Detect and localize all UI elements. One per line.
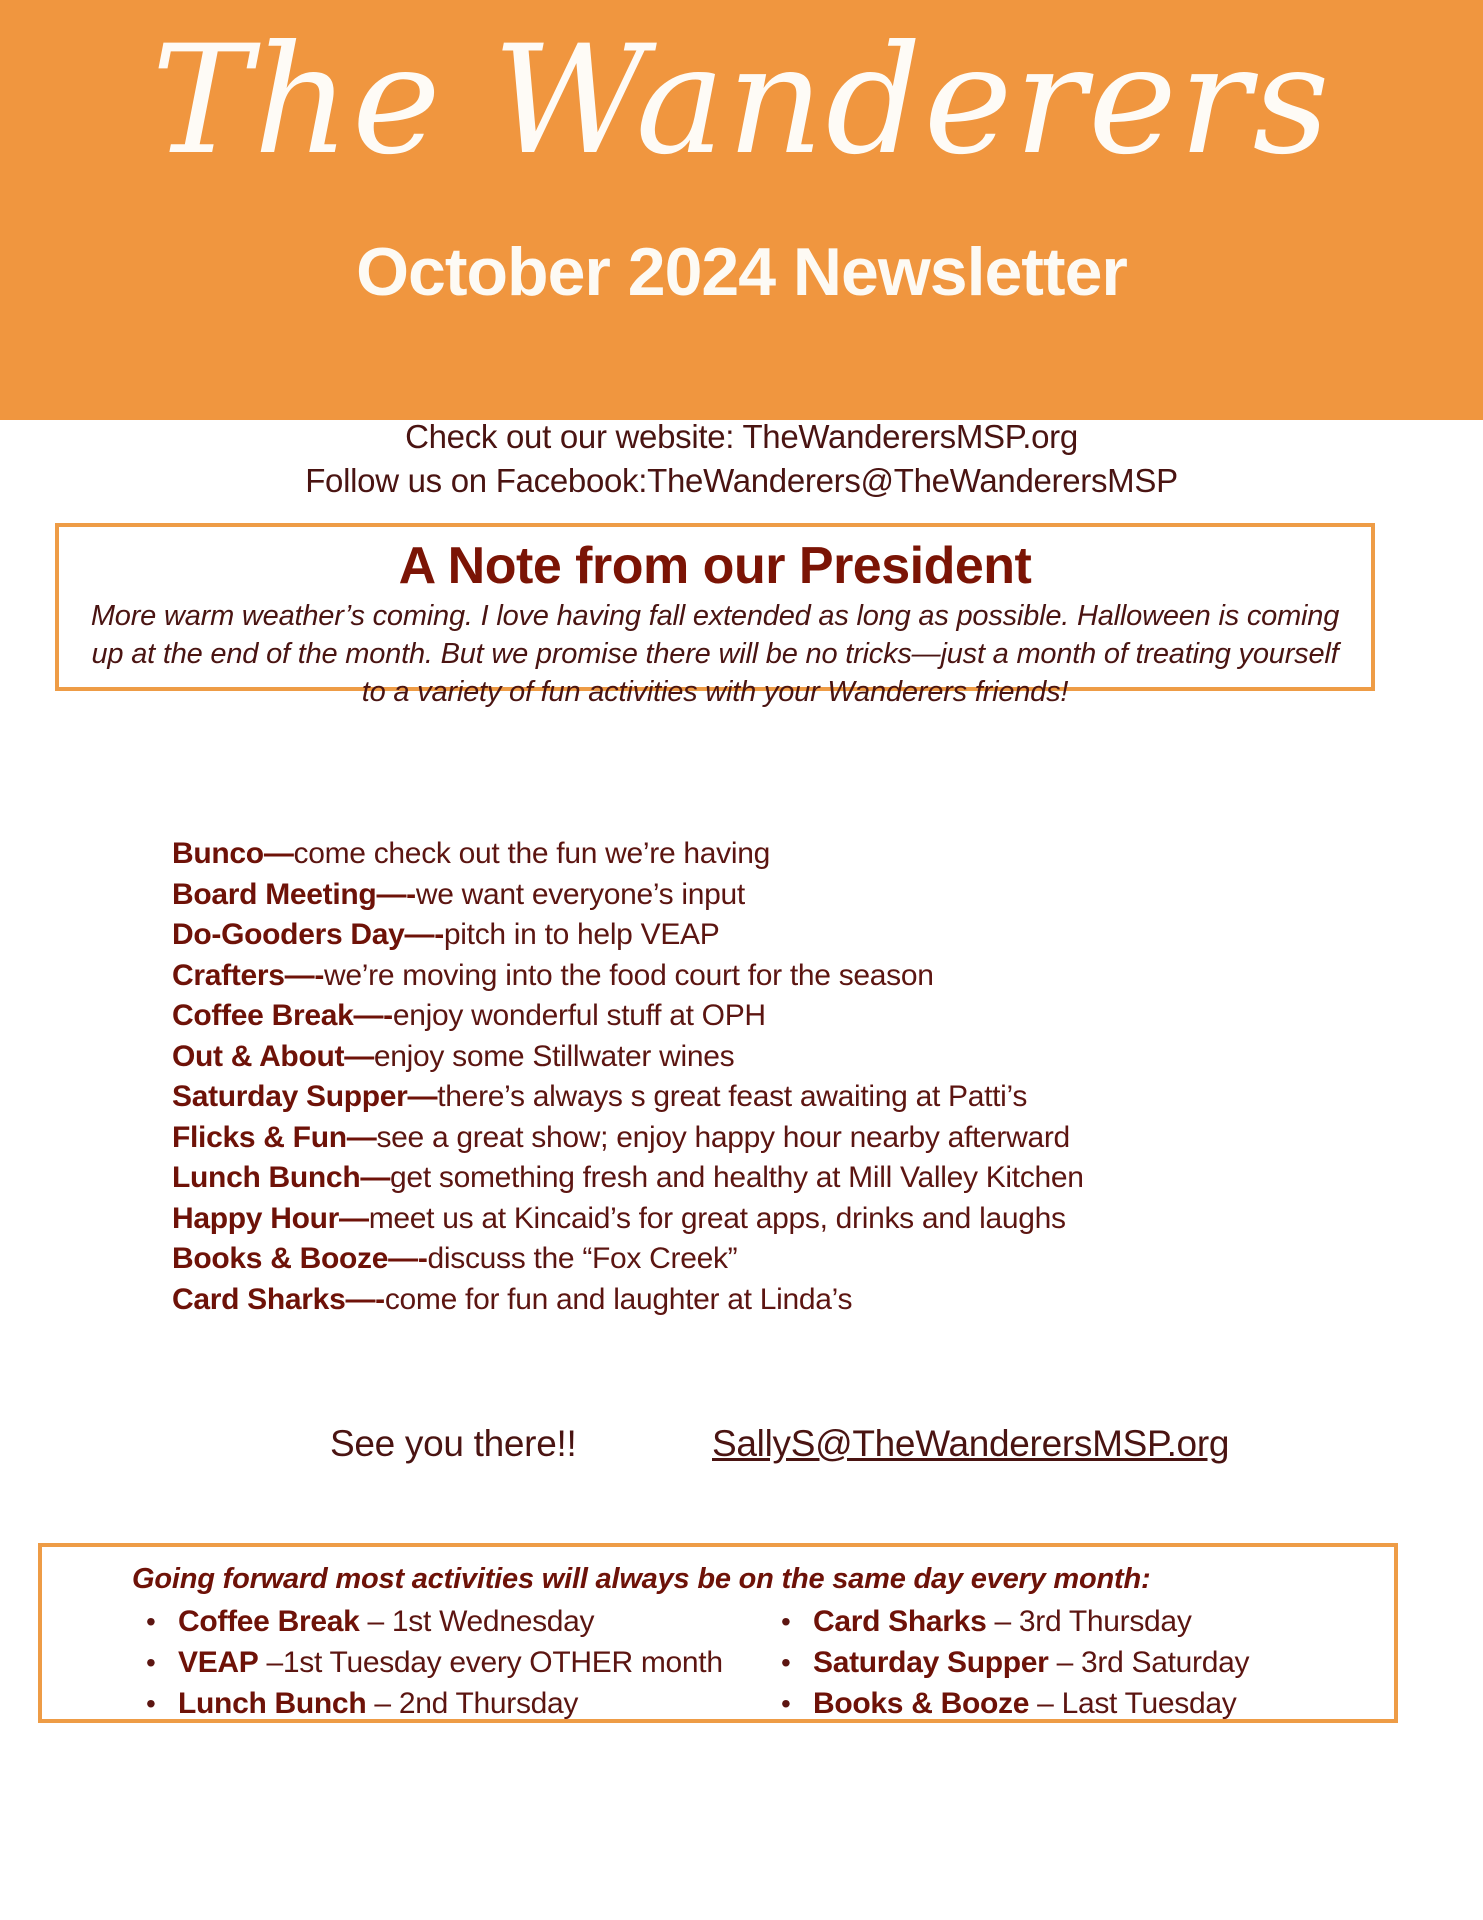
schedule-item-name: Books & Booze xyxy=(813,1687,1030,1720)
schedule-item-when: – Last Tuesday xyxy=(1029,1687,1237,1720)
issue-title: October 2024 Newsletter xyxy=(356,234,1127,310)
activity-name: Saturday Supper— xyxy=(172,1080,438,1113)
schedule-item-when: – 3rd Saturday xyxy=(1048,1646,1250,1679)
activity-description: discuss the “Fox Creek” xyxy=(427,1242,738,1275)
activity-name: Out & About— xyxy=(172,1039,374,1073)
schedule-item xyxy=(132,1601,742,1642)
activity-name: Board Meeting—- xyxy=(172,877,416,911)
activity-row xyxy=(172,915,1322,956)
president-note-box xyxy=(55,523,1375,708)
activity-row xyxy=(172,1199,1322,1240)
schedule-column-left xyxy=(132,1601,742,1724)
schedule-item xyxy=(132,1642,742,1683)
schedule-intro-text: Going forward most activities will always be on the same day every month: xyxy=(132,1563,1151,1595)
activity-description: we want everyone’s input xyxy=(415,877,745,911)
activity-row xyxy=(172,834,1322,875)
activity-description: see a great show; enjoy happy hour nearby afterward xyxy=(376,1120,1070,1154)
activity-description: get something fresh and healthy at Mill Valley Kitchen xyxy=(390,1161,1084,1194)
activity-description: there’s always s great feast awaiting at Patti’s xyxy=(437,1080,1028,1113)
schedule-item-name: Lunch Bunch xyxy=(178,1687,367,1720)
schedule-column-right xyxy=(742,1601,1352,1724)
schedule-item xyxy=(767,1601,1352,1642)
schedule-item-when: – 2nd Thursday xyxy=(366,1687,579,1720)
facebook-line: Follow us on Facebook:TheWanderers@TheWanderersMSP xyxy=(305,462,1178,499)
activity-name: Happy Hour— xyxy=(172,1201,369,1235)
schedule-item-when: – 1st Wednesday xyxy=(359,1605,595,1638)
activity-name: Flicks & Fun— xyxy=(172,1120,377,1154)
header-banner xyxy=(0,0,1483,420)
activity-row xyxy=(172,1118,1322,1159)
activity-description: pitch in to help VEAP xyxy=(443,918,720,951)
contact-email-link[interactable]: SallyS@TheWanderersMSP.org xyxy=(712,1423,1230,1464)
activity-description: we’re moving into the food court for the season xyxy=(324,958,934,992)
schedule-item-name: Coffee Break xyxy=(178,1605,360,1638)
activity-description: come for fun and laughter at Linda’s xyxy=(384,1282,853,1316)
schedule-item-name: VEAP xyxy=(178,1646,259,1679)
activity-name: Coffee Break—- xyxy=(172,999,393,1032)
activity-name: Lunch Bunch— xyxy=(172,1161,391,1194)
president-note-body: More warm weather’s coming. I love having fall extended as long as possible. Halloween is coming up at the end of the month. But we promise there will be no tricks—just a month of treating yourself to a variety of fun activities with your Wanderers friends! xyxy=(90,600,1340,708)
schedule-item-name: Card Sharks xyxy=(813,1605,987,1638)
activity-name: Bunco— xyxy=(172,837,294,870)
activity-row xyxy=(172,956,1322,997)
schedule-item-when: –1st Tuesday every OTHER month xyxy=(258,1646,723,1679)
activity-row xyxy=(172,1158,1322,1199)
website-line: Check out our website: TheWanderersMSP.org xyxy=(405,418,1078,455)
activity-list xyxy=(172,834,1322,1320)
activity-name: Card Sharks—- xyxy=(172,1282,385,1316)
activity-row xyxy=(172,996,1322,1037)
president-note-heading: A Note from our President xyxy=(398,537,1032,595)
activity-row xyxy=(172,1077,1322,1118)
activity-name: Books & Booze—- xyxy=(172,1242,428,1275)
schedule-item xyxy=(767,1642,1352,1683)
activity-row xyxy=(172,875,1322,916)
contact-block xyxy=(0,415,1483,503)
schedule-columns xyxy=(42,1599,1394,1724)
activity-row xyxy=(172,1037,1322,1078)
activity-description: enjoy some Stillwater wines xyxy=(373,1039,735,1073)
schedule-item xyxy=(767,1683,1352,1724)
activity-name: Do-Gooders Day—- xyxy=(172,918,444,951)
schedule-item-name: Saturday Supper xyxy=(813,1646,1049,1679)
activity-description: come check out the fun we’re having xyxy=(293,837,770,870)
schedule-item xyxy=(132,1683,742,1724)
signoff-text: See you there!! xyxy=(330,1423,577,1464)
activity-row xyxy=(172,1280,1322,1321)
activity-description: enjoy wonderful stuff at OPH xyxy=(392,999,766,1032)
recurring-schedule-box xyxy=(38,1543,1398,1723)
schedule-item-when: – 3rd Thursday xyxy=(986,1605,1192,1638)
header-orange-shape xyxy=(0,0,1483,420)
activity-description: meet us at Kincaid’s for great apps, drinks and laughs xyxy=(368,1201,1066,1235)
activity-row xyxy=(172,1239,1322,1280)
organization-script-title: The Wanderers xyxy=(151,14,1332,188)
activity-name: Crafters—- xyxy=(172,958,325,992)
